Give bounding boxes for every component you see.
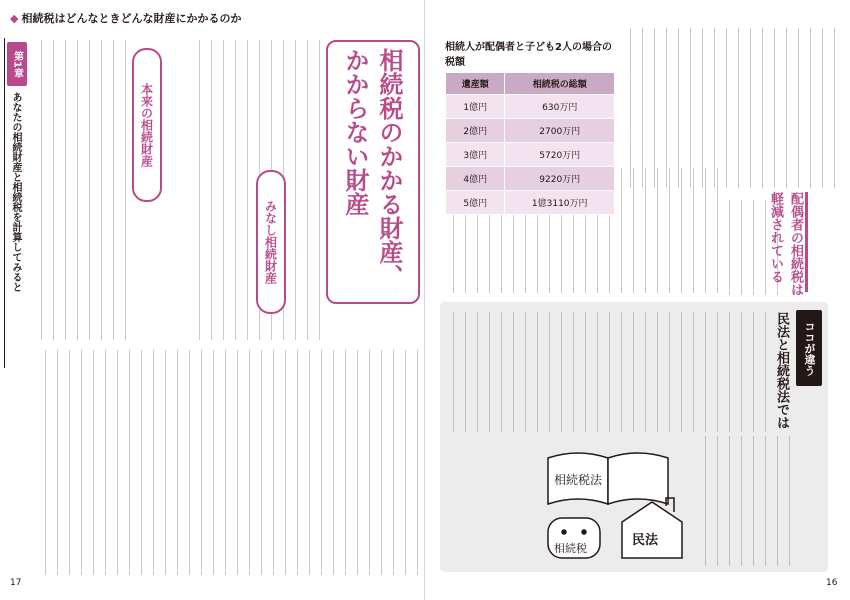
page-number-right: 16 (826, 578, 838, 588)
page-title: 相続税のかかる財産、かからない財産 (341, 48, 403, 288)
table-cell: 1億3110万円 (505, 191, 615, 215)
tax-table-block (445, 38, 615, 215)
column-tag: ココが違う (796, 310, 822, 386)
running-header-title (10, 10, 241, 26)
table-cell: 2700万円 (505, 119, 615, 143)
table-header: 相続税の総額 (505, 73, 615, 95)
table-header: 遺産額 (446, 73, 505, 95)
table-caption: 相続人が配偶者と子ども2人の場合の税額 (445, 42, 612, 68)
column-text-block (448, 312, 766, 432)
heading-accent-bar (805, 192, 808, 292)
table-cell: 2億円 (446, 119, 505, 143)
illustration (540, 440, 690, 564)
table-cell: 3億円 (446, 143, 505, 167)
table-row (446, 95, 615, 119)
table-cell: 1億円 (446, 95, 505, 119)
tax-table (445, 72, 615, 215)
chapter-label: 第1章 (7, 42, 27, 86)
table-cell: 9220万円 (505, 167, 615, 191)
heading-haigusha: 配偶者の相続税は (788, 192, 803, 296)
heading-minashi-souzoku-zaisan: みなし相続財産 (256, 170, 286, 314)
illustration-label-mid: 相続税 (554, 542, 587, 555)
running-header (0, 0, 425, 30)
table-row (446, 143, 615, 167)
column-text-block (700, 436, 790, 566)
column-title: 民法と相続税法では (774, 312, 789, 429)
table-row (446, 191, 615, 215)
body-text-block (34, 40, 126, 340)
diamond-icon: ◆ (10, 12, 19, 25)
table-cell: 5720万円 (505, 143, 615, 167)
page-number-left: 17 (10, 578, 22, 588)
table-cell: 5億円 (446, 191, 505, 215)
running-header-text: 相続税はどんなときどんな財産にかかるのか (21, 12, 242, 25)
body-text-block (34, 350, 418, 575)
gutter (424, 0, 425, 600)
house-icon (622, 498, 682, 558)
body-text-block (625, 28, 835, 188)
table-cell: 4億円 (446, 167, 505, 191)
chapter-caption: あなたの相続財産と相続税を計算してみると (10, 92, 21, 292)
heading-keigen: 軽減されている (768, 192, 783, 283)
table-cell: 630万円 (505, 95, 615, 119)
body-text-block (190, 40, 320, 340)
heading-honrai-souzoku-zaisan: 本来の相続財産 (132, 48, 162, 202)
table-row (446, 167, 615, 191)
illustration-label-right: 民法 (632, 533, 659, 548)
table-row (446, 119, 615, 143)
illustration-label-left: 相続税法 (554, 473, 603, 487)
